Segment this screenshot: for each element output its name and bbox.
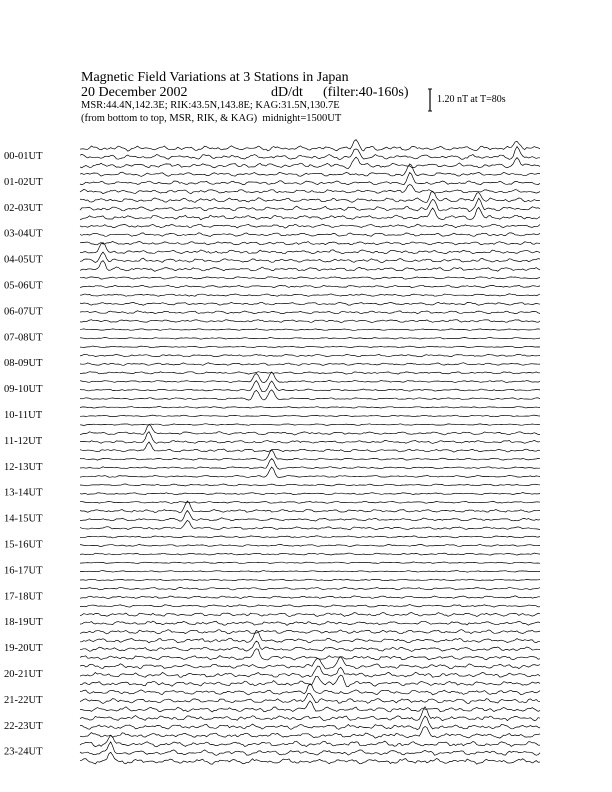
trace-kag bbox=[80, 191, 540, 202]
trace-rik bbox=[80, 173, 540, 185]
trace-msr bbox=[80, 372, 540, 374]
trace-msr bbox=[80, 701, 540, 712]
trace-msr bbox=[80, 501, 540, 503]
trace-kag bbox=[80, 424, 540, 435]
trace-rik bbox=[80, 621, 540, 625]
trace-rik bbox=[80, 285, 540, 288]
hour-label: 06-07UT bbox=[4, 306, 43, 318]
trace-rik bbox=[80, 666, 540, 677]
trace-kag bbox=[80, 407, 540, 409]
hour-label: 19-20UT bbox=[4, 643, 43, 655]
hour-label: 12-13UT bbox=[4, 461, 43, 473]
trace-msr bbox=[80, 241, 540, 245]
trace-msr bbox=[80, 294, 540, 297]
chart-date: 20 December 2002 bbox=[81, 85, 188, 100]
trace-rik bbox=[80, 415, 540, 417]
trace-msr bbox=[80, 630, 540, 634]
trace-kag bbox=[80, 329, 540, 331]
hour-label: 07-08UT bbox=[4, 332, 43, 344]
trace-rik bbox=[80, 544, 540, 546]
hour-label: 16-17UT bbox=[4, 565, 43, 577]
trace-kag bbox=[80, 562, 540, 564]
trace-msr bbox=[80, 157, 540, 168]
trace-kag bbox=[80, 613, 540, 617]
trace-rik bbox=[80, 363, 540, 366]
trace-msr bbox=[80, 553, 540, 555]
hour-label: 22-23UT bbox=[4, 720, 43, 732]
trace-rik bbox=[80, 311, 540, 314]
trace-msr bbox=[80, 390, 540, 400]
hour-label: 20-21UT bbox=[4, 669, 43, 680]
trace-rik bbox=[80, 233, 540, 237]
trace-kag bbox=[80, 302, 540, 305]
hour-label: 23-24UT bbox=[4, 746, 43, 758]
trace-rik bbox=[80, 252, 540, 262]
trace-kag bbox=[80, 536, 540, 538]
scale-bar-label: 1.20 nT at T=80s bbox=[437, 94, 506, 105]
hour-label: 03-04UT bbox=[4, 228, 43, 240]
trace-kag bbox=[80, 587, 540, 590]
hour-label: 00-01UT bbox=[4, 151, 43, 162]
hour-label: 02-03UT bbox=[4, 202, 43, 214]
hour-label: 04-05UT bbox=[4, 254, 43, 266]
trace-msr bbox=[80, 261, 540, 272]
hour-label: 14-15UT bbox=[4, 513, 43, 525]
trace-rik bbox=[80, 693, 540, 703]
trace-rik bbox=[80, 381, 540, 392]
trace-msr bbox=[80, 467, 540, 477]
traces bbox=[80, 140, 540, 765]
trace-order-text: (from bottom to top, MSR, RIK, & KAG) bbox=[81, 112, 258, 124]
trace-msr bbox=[80, 605, 540, 608]
hour-label: 10-11UT bbox=[4, 410, 43, 421]
trace-rik bbox=[80, 571, 540, 573]
hour-label: 01-02UT bbox=[4, 176, 43, 188]
trace-rik bbox=[80, 596, 540, 599]
hour-label: 17-18UT bbox=[4, 591, 43, 603]
trace-msr bbox=[80, 579, 540, 581]
station-coordinates: MSR:44.4N,142.3E; RIK:43.5N,143.8E; KAG:31.5N,130.7E bbox=[81, 100, 340, 111]
hour-label: 21-22UT bbox=[4, 694, 43, 706]
trace-rik bbox=[80, 338, 540, 340]
hour-label: 18-19UT bbox=[4, 617, 43, 629]
chart-title: Magnetic Field Variations at 3 Stations in Japan bbox=[81, 70, 349, 85]
hour-label: 05-06UT bbox=[4, 280, 43, 292]
trace-msr bbox=[80, 727, 540, 739]
trace-kag bbox=[80, 164, 540, 177]
hour-label: 15-16UT bbox=[4, 539, 43, 551]
trace-msr bbox=[80, 520, 540, 529]
trace-msr bbox=[80, 442, 540, 452]
trace-kag bbox=[80, 735, 540, 747]
trace-kag bbox=[80, 484, 540, 486]
hour-labels bbox=[4, 151, 43, 758]
chart-component: dD/dt bbox=[271, 85, 303, 100]
hour-label: 11-12UT bbox=[4, 435, 43, 447]
trace-rik bbox=[80, 459, 540, 470]
hour-label: 09-10UT bbox=[4, 384, 43, 396]
trace-kag bbox=[80, 277, 540, 279]
midnight-note: midnight=1500UT bbox=[262, 112, 342, 124]
trace-kag bbox=[80, 354, 540, 357]
chart-filter: (filter:40-160s) bbox=[323, 85, 409, 100]
hour-label: 13-14UT bbox=[4, 487, 43, 499]
trace-kag bbox=[80, 224, 540, 228]
trace-kag bbox=[80, 657, 540, 669]
trace-rik bbox=[80, 511, 540, 522]
hour-label: 08-09UT bbox=[4, 358, 43, 370]
trace-msr bbox=[80, 649, 540, 660]
trace-kag bbox=[80, 140, 540, 152]
trace-msr bbox=[80, 346, 540, 348]
trace-kag bbox=[80, 450, 540, 460]
trace-msr bbox=[80, 185, 540, 194]
trace-msr bbox=[80, 752, 540, 764]
trace-msr bbox=[80, 320, 540, 323]
trace-kag bbox=[80, 707, 540, 721]
trace-rik bbox=[80, 493, 540, 495]
trace-msr bbox=[80, 207, 540, 219]
